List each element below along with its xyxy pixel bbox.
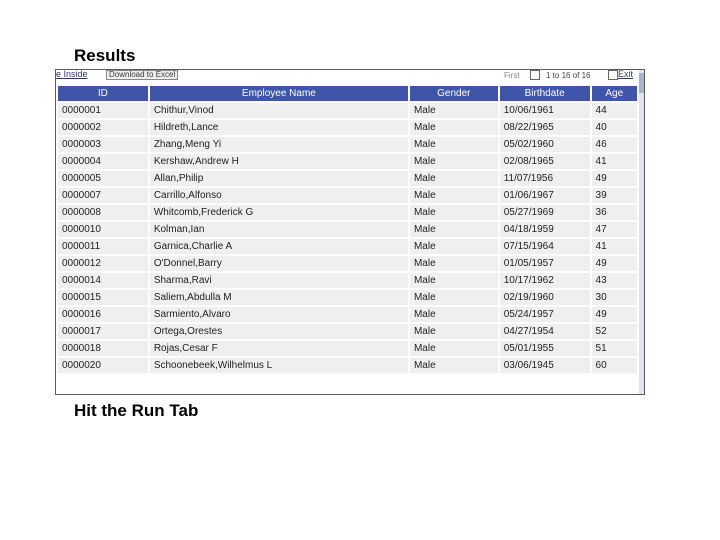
cell-age: 52 <box>592 324 637 339</box>
cell-birthdate: 04/18/1959 <box>500 222 590 237</box>
first-page-icon[interactable] <box>530 70 540 80</box>
cell-id: 0000017 <box>58 324 148 339</box>
table-row[interactable] <box>58 256 637 271</box>
inside-link[interactable]: e Inside <box>56 69 88 79</box>
table-row[interactable] <box>58 273 637 288</box>
cell-gender: Male <box>410 137 498 152</box>
table-row[interactable] <box>58 358 637 373</box>
cell-birthdate: 04/27/1954 <box>500 324 590 339</box>
cell-employee-name: Kolman,Ian <box>150 222 408 237</box>
exit-link[interactable]: Exit <box>618 69 634 79</box>
cell-employee-name: Allan,Philip <box>150 171 408 186</box>
cell-employee-name: Schoonebeek,Wilhelmus L <box>150 358 408 373</box>
cell-id: 0000005 <box>58 171 148 186</box>
cell-birthdate: 11/07/1956 <box>500 171 590 186</box>
cell-age: 49 <box>592 171 637 186</box>
cell-age: 47 <box>592 222 637 237</box>
cell-gender: Male <box>410 205 498 220</box>
table-row[interactable] <box>58 171 637 186</box>
cell-birthdate: 05/27/1969 <box>500 205 590 220</box>
cell-id: 0000003 <box>58 137 148 152</box>
table-row[interactable] <box>58 137 637 152</box>
cell-birthdate: 01/06/1967 <box>500 188 590 203</box>
cell-id: 0000020 <box>58 358 148 373</box>
cell-gender: Male <box>410 290 498 305</box>
results-grid <box>56 84 639 375</box>
cell-age: 30 <box>592 290 637 305</box>
cell-age: 49 <box>592 307 637 322</box>
cell-birthdate: 01/05/1957 <box>500 256 590 271</box>
table-row[interactable] <box>58 205 637 220</box>
cell-birthdate: 05/01/1955 <box>500 341 590 356</box>
cell-gender: Male <box>410 324 498 339</box>
cell-age: 41 <box>592 154 637 169</box>
row-range: 1 to 16 of 16 <box>546 71 591 80</box>
cell-employee-name: Whitcomb,Frederick G <box>150 205 408 220</box>
cell-birthdate: 03/06/1945 <box>500 358 590 373</box>
column-header-birthdate[interactable]: Birthdate <box>500 86 590 101</box>
cell-id: 0000015 <box>58 290 148 305</box>
column-header-gender[interactable]: Gender <box>410 86 498 101</box>
table-row[interactable] <box>58 341 637 356</box>
results-screenshot <box>55 69 645 395</box>
cell-gender: Male <box>410 154 498 169</box>
cell-employee-name: O'Donnel,Barry <box>150 256 408 271</box>
cell-birthdate: 05/24/1957 <box>500 307 590 322</box>
cell-age: 36 <box>592 205 637 220</box>
cell-age: 41 <box>592 239 637 254</box>
table-row[interactable] <box>58 103 637 118</box>
cell-age: 43 <box>592 273 637 288</box>
cell-birthdate: 07/15/1964 <box>500 239 590 254</box>
table-row[interactable] <box>58 222 637 237</box>
table-row[interactable] <box>58 307 637 322</box>
cell-gender: Male <box>410 256 498 271</box>
cell-employee-name: Sarmiento,Alvaro <box>150 307 408 322</box>
table-row[interactable] <box>58 290 637 305</box>
cell-employee-name: Hildreth,Lance <box>150 120 408 135</box>
cell-employee-name: Carrillo,Alfonso <box>150 188 408 203</box>
cell-birthdate: 02/08/1965 <box>500 154 590 169</box>
cell-age: 60 <box>592 358 637 373</box>
cell-id: 0000010 <box>58 222 148 237</box>
table-row[interactable] <box>58 154 637 169</box>
results-rows <box>58 103 637 373</box>
results-toolbar <box>56 70 644 83</box>
slide-title: Results <box>74 46 136 65</box>
column-header-employee-name[interactable]: Employee Name <box>150 86 408 101</box>
cell-gender: Male <box>410 103 498 118</box>
cell-age: 39 <box>592 188 637 203</box>
vertical-scrollbar[interactable] <box>639 70 644 394</box>
cell-employee-name: Garnica,Charlie A <box>150 239 408 254</box>
cell-id: 0000011 <box>58 239 148 254</box>
cell-employee-name: Rojas,Cesar F <box>150 341 408 356</box>
cell-id: 0000001 <box>58 103 148 118</box>
cell-employee-name: Ortega,Orestes <box>150 324 408 339</box>
slide-caption: Hit the Run Tab <box>74 401 199 420</box>
cell-id: 0000016 <box>58 307 148 322</box>
cell-age: 46 <box>592 137 637 152</box>
cell-gender: Male <box>410 188 498 203</box>
cell-employee-name: Zhang,Meng Yi <box>150 137 408 152</box>
cell-birthdate: 10/17/1962 <box>500 273 590 288</box>
cell-id: 0000014 <box>58 273 148 288</box>
column-header-id[interactable]: ID <box>58 86 148 101</box>
cell-gender: Male <box>410 171 498 186</box>
table-row[interactable] <box>58 324 637 339</box>
cell-gender: Male <box>410 120 498 135</box>
header-row <box>58 86 637 101</box>
cell-id: 0000012 <box>58 256 148 271</box>
scrollbar-thumb[interactable] <box>639 73 644 93</box>
first-label: First <box>504 71 520 80</box>
cell-id: 0000008 <box>58 205 148 220</box>
cell-birthdate: 10/06/1961 <box>500 103 590 118</box>
cell-id: 0000004 <box>58 154 148 169</box>
cell-gender: Male <box>410 239 498 254</box>
cell-age: 40 <box>592 120 637 135</box>
table-row[interactable] <box>58 120 637 135</box>
cell-birthdate: 05/02/1960 <box>500 137 590 152</box>
next-page-icon[interactable] <box>608 70 618 80</box>
cell-gender: Male <box>410 273 498 288</box>
cell-gender: Male <box>410 341 498 356</box>
cell-gender: Male <box>410 222 498 237</box>
table-row[interactable] <box>58 239 637 254</box>
cell-age: 44 <box>592 103 637 118</box>
cell-employee-name: Saliem,Abdulla M <box>150 290 408 305</box>
cell-id: 0000018 <box>58 341 148 356</box>
cell-birthdate: 08/22/1965 <box>500 120 590 135</box>
table-row[interactable] <box>58 188 637 203</box>
cell-employee-name: Kershaw,Andrew H <box>150 154 408 169</box>
cell-gender: Male <box>410 358 498 373</box>
cell-gender: Male <box>410 307 498 322</box>
cell-id: 0000002 <box>58 120 148 135</box>
download-excel-button[interactable]: Download to Excel <box>106 70 178 80</box>
cell-age: 51 <box>592 341 637 356</box>
cell-age: 49 <box>592 256 637 271</box>
column-header-age[interactable]: Age <box>592 86 637 101</box>
cell-employee-name: Chithur,Vinod <box>150 103 408 118</box>
cell-employee-name: Sharma,Ravi <box>150 273 408 288</box>
cell-id: 0000007 <box>58 188 148 203</box>
cell-birthdate: 02/19/1960 <box>500 290 590 305</box>
